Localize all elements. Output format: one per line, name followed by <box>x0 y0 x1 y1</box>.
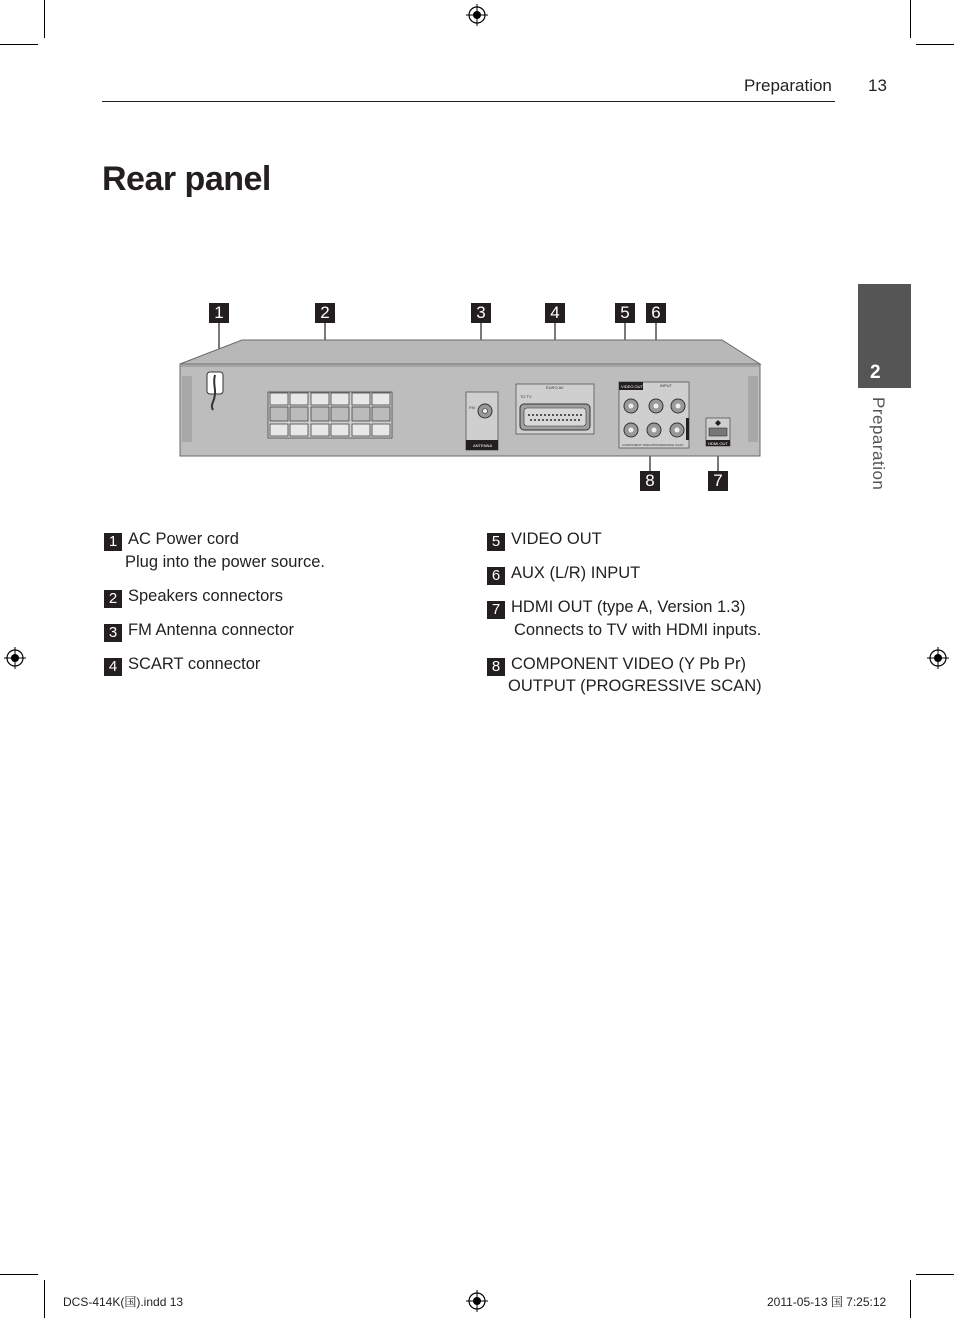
item-number-badge: 8 <box>487 658 505 676</box>
page-title: Rear panel <box>102 160 271 198</box>
callout-8: 8 <box>640 471 660 491</box>
fm-antenna-connector <box>466 392 498 450</box>
item-number-badge: 4 <box>104 658 122 676</box>
item-label: AUX (L/R) INPUT <box>511 564 641 582</box>
item-label: SCART connector <box>128 655 261 673</box>
list-item <box>487 653 746 676</box>
scart-connector <box>516 384 594 434</box>
chapter-tab-label: Preparation <box>869 397 888 491</box>
callout-2: 2 <box>315 303 335 323</box>
item-description: OUTPUT (PROGRESSIVE SCAN) <box>508 677 762 695</box>
list-item <box>104 585 283 608</box>
item-number-badge: 6 <box>487 567 505 585</box>
list-item <box>487 562 640 585</box>
panel-label-to-tv: TO TV <box>520 394 532 399</box>
panel-label-video-out: VIDEO OUT <box>621 384 644 389</box>
crop-mark <box>910 1280 911 1318</box>
item-number-badge: 2 <box>104 590 122 608</box>
list-item <box>487 596 745 619</box>
crop-mark <box>916 1274 954 1275</box>
panel-label-aux: INPUT <box>660 383 672 388</box>
crop-mark <box>44 1280 45 1318</box>
callout-3: 3 <box>471 303 491 323</box>
panel-label-antenna: ANTENNA <box>473 443 493 448</box>
crop-mark <box>0 1274 38 1275</box>
callout-6: 6 <box>646 303 666 323</box>
item-number-badge: 1 <box>104 533 122 551</box>
registration-mark-icon <box>4 647 26 669</box>
item-description: Connects to TV with HDMI inputs. <box>514 621 762 639</box>
page-number: 13 <box>868 76 887 95</box>
item-label: AC Power cord <box>128 530 239 548</box>
panel-label-hdmi: HDMI OUT <box>708 441 728 446</box>
item-number-badge: 3 <box>104 624 122 642</box>
item-number-badge: 5 <box>487 533 505 551</box>
item-description: Plug into the power source. <box>125 553 325 571</box>
callout-5: 5 <box>615 303 635 323</box>
registration-mark-icon <box>927 647 949 669</box>
registration-mark-icon <box>466 1290 488 1312</box>
item-label: COMPONENT VIDEO (Y Pb Pr) <box>511 655 747 673</box>
chapter-tab-number: 2 <box>870 362 881 383</box>
header-section-title: Preparation <box>744 76 832 95</box>
chassis-top <box>180 340 760 364</box>
callout-1: 1 <box>209 303 229 323</box>
list-item <box>487 528 602 551</box>
panel-label-euro-av: EURO AV <box>546 385 564 390</box>
list-item <box>104 619 294 642</box>
footer-timestamp: 2011-05-13 国 7:25:12 <box>767 1295 887 1309</box>
item-label: HDMI OUT (type A, Version 1.3) <box>511 598 746 616</box>
list-item <box>104 653 260 676</box>
list-item <box>104 528 239 551</box>
callout-4: 4 <box>545 303 565 323</box>
item-label: VIDEO OUT <box>511 530 602 548</box>
item-number-badge: 7 <box>487 601 505 619</box>
item-label: FM Antenna connector <box>128 621 295 639</box>
video-aux-jacks <box>619 382 689 448</box>
panel-label-component: COMPONENT VIDEO/PROGRESSIVE SCAN <box>622 443 684 447</box>
panel-label-fm: FM <box>469 405 475 410</box>
speaker-terminals <box>268 392 392 438</box>
callout-7: 7 <box>708 471 728 491</box>
item-label: Speakers connectors <box>128 587 284 605</box>
footer-filename: DCS-414K(国).indd 13 <box>63 1295 184 1309</box>
rear-panel-diagram <box>0 0 954 520</box>
